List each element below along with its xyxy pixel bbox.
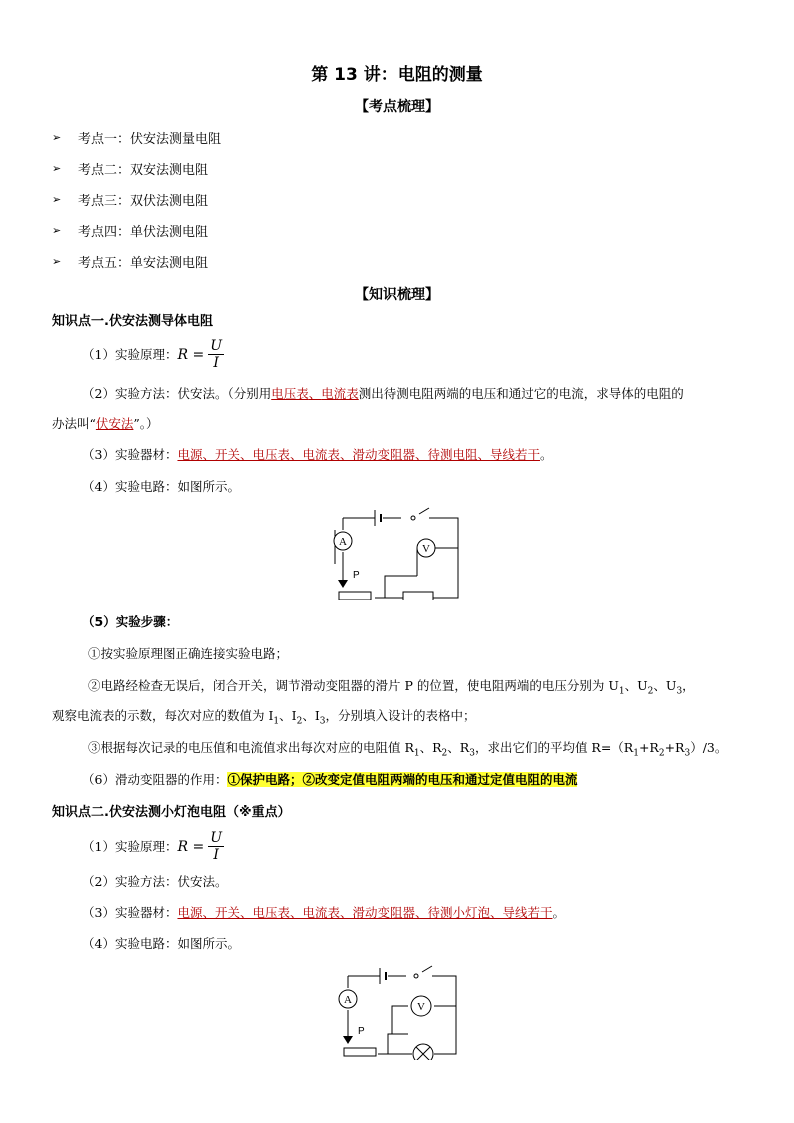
ammeter-label: A bbox=[339, 536, 347, 548]
slider-arrow-icon bbox=[343, 1036, 353, 1044]
exam-point-3: ➢ 考点三：双伏法测电阻 bbox=[52, 193, 209, 209]
slider-label: P bbox=[353, 570, 360, 581]
circuit-diagram-resistor bbox=[325, 504, 465, 600]
k1-circuit-label: （4）实验电路：如图所示。 bbox=[82, 479, 240, 494]
k1-equipment: （3）实验器材：电源、开关、电压表、电流表、滑动变阻器、待测电阻、导线若干。 bbox=[82, 447, 553, 462]
arrow-bullet-icon: ➢ bbox=[52, 224, 62, 237]
voltmeter-label: V bbox=[417, 1001, 425, 1013]
k1-steps-label: （5）实验步骤： bbox=[82, 614, 179, 629]
k1-step-2-line2: 观察电流表的示数，每次对应的数值为 $I_1$、$I_2$、$I_3$，分别填入设计的表格中； bbox=[52, 708, 476, 727]
k1-step-1: ①按实验原理图正确连接实验电路； bbox=[88, 646, 289, 661]
k1-method-line2: 办法叫“伏安法”。） bbox=[52, 416, 159, 431]
exam-point-2: ➢ 考点二：双安法测电阻 bbox=[52, 162, 209, 178]
ammeter-label: A bbox=[344, 994, 352, 1006]
exam-point-5: ➢ 考点五：单安法测电阻 bbox=[52, 255, 209, 271]
knowledge-heading-1: 知识点一.伏安法测导体电阻 bbox=[52, 314, 213, 329]
k2-method: （2）实验方法：伏安法。 bbox=[82, 874, 228, 889]
k2-equipment: （3）实验器材：电源、开关、电压表、电流表、滑动变阻器、待测小灯泡、导线若干。 bbox=[82, 905, 565, 920]
k1-principle: （1）实验原理： R = $\frac{U}{I}$ bbox=[82, 338, 223, 371]
arrow-bullet-icon: ➢ bbox=[52, 193, 62, 206]
k1-step-2: ②电路经检查无误后，闭合开关，调节滑动变阻器的滑片 P 的位置，使电阻两端的电压分别为 $U_1$、$U_2$、$U_3$， bbox=[88, 678, 695, 697]
voltmeter-label: V bbox=[422, 543, 430, 555]
section-exam-points: 【考点梳理】 bbox=[355, 99, 439, 115]
lamp-icon bbox=[413, 1044, 433, 1060]
k1-step-3: ③根据每次记录的电压值和电流值求出每次对应的电阻值 $R_1$、$R_2$、$R_3$，求出它们的平均值 $R=(R_1+R_2+R_3)/3$。 bbox=[88, 740, 728, 759]
formula-fraction: $\frac{U}{I}$ bbox=[210, 338, 223, 371]
exam-point-4: ➢ 考点四：单伏法测电阻 bbox=[52, 224, 209, 240]
section-knowledge: 【知识梳理】 bbox=[355, 287, 439, 303]
knowledge-heading-2: 知识点二.伏安法测小灯泡电阻（※重点） bbox=[52, 805, 291, 820]
k2-principle: （1）实验原理： R = $\frac{U}{I}$ bbox=[82, 830, 223, 863]
arrow-bullet-icon: ➢ bbox=[52, 255, 62, 268]
page-title: 第 13 讲：电阻的测量 bbox=[311, 65, 483, 85]
slider-arrow-icon bbox=[338, 580, 348, 588]
formula-lhs: R = bbox=[177, 838, 205, 855]
arrow-bullet-icon: ➢ bbox=[52, 162, 62, 175]
slider-label: P bbox=[358, 1026, 365, 1037]
k1-method: （2）实验方法：伏安法。（分别用电压表、电流表测出待测电阻两端的电压和通过它的电流，求导体的电阻的 bbox=[82, 386, 684, 401]
formula-fraction: $\frac{U}{I}$ bbox=[210, 830, 223, 863]
highlighted-answer: ①保护电路；②改变定值电阻两端的电压和通过定值电阻的电流 bbox=[227, 772, 578, 787]
k1-rheostat-role: （6）滑动变阻器的作用：①保护电路；②改变定值电阻两端的电压和通过定值电阻的电流 bbox=[82, 772, 578, 787]
k2-circuit-label: （4）实验电路：如图所示。 bbox=[82, 936, 240, 951]
formula-lhs: R = bbox=[177, 346, 205, 363]
arrow-bullet-icon: ➢ bbox=[52, 131, 62, 144]
exam-point-1: ➢ 考点一：伏安法测量电阻 bbox=[52, 131, 222, 147]
circuit-diagram-lamp bbox=[330, 962, 464, 1060]
